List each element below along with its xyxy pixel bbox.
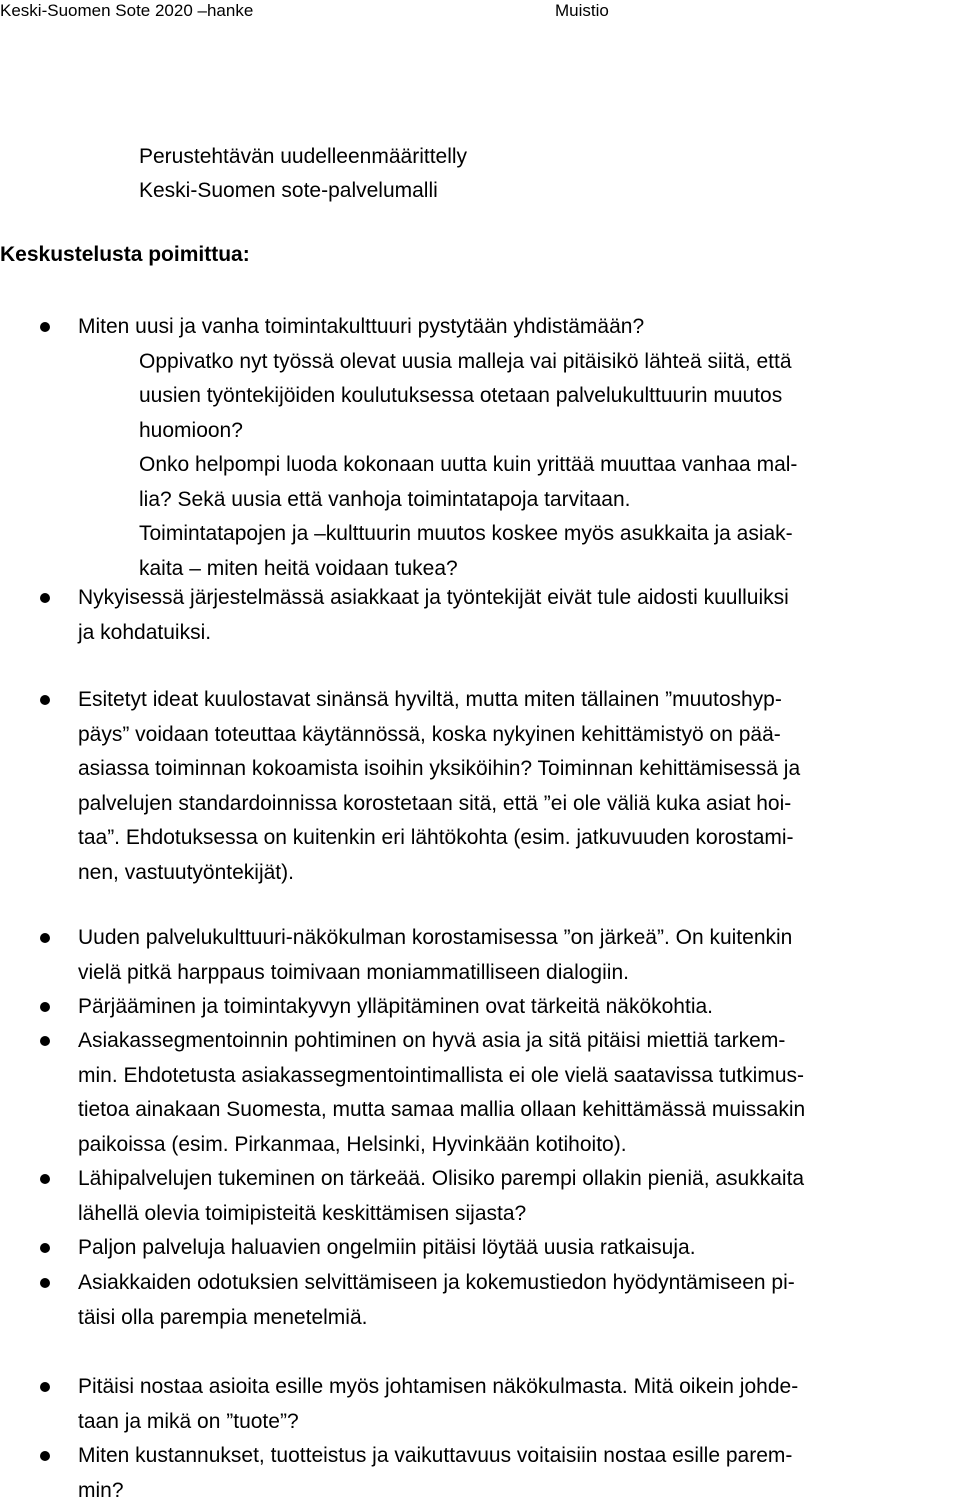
bullet-icon xyxy=(40,1174,50,1184)
list-item-line: täisi olla parempia menetelmiä. xyxy=(78,1301,795,1336)
list-item-line: Lähipalvelujen tukeminen on tärkeää. Olisiko parempi ollakin pieniä, asukkaita xyxy=(78,1162,804,1197)
page-header xyxy=(0,0,960,24)
list-item xyxy=(78,310,797,586)
list-item-line: tietoa ainakaan Suomesta, mutta samaa mallia ollaan kehittämässä muissakin xyxy=(78,1093,805,1128)
list-item xyxy=(78,1266,795,1335)
list-item xyxy=(78,1439,792,1508)
list-item-line: taan ja mikä on ”tuote”? xyxy=(78,1405,798,1440)
list-item-line: Nykyisessä järjestelmässä asiakkaat ja työntekijät eivät tule aidosti kuulluiksi xyxy=(78,581,789,616)
list-item-line: Miten uusi ja vanha toimintakulttuuri pystytään yhdistämään? xyxy=(78,310,797,345)
list-item xyxy=(78,1231,696,1266)
list-item-line: min? xyxy=(78,1474,792,1508)
list-item xyxy=(78,921,792,990)
bullet-icon xyxy=(40,322,50,332)
list-item-line: Esitetyt ideat kuulostavat sinänsä hyviltä, mutta miten tällainen ”muutoshyp- xyxy=(78,683,800,718)
list-item-line: uusien työntekijöiden koulutuksessa otetaan palvelukulttuurin muutos xyxy=(139,379,797,414)
header-document-type: Muistio xyxy=(555,0,609,22)
list-item-line: huomioon? xyxy=(139,414,797,449)
list-item-line: ja kohdatuiksi. xyxy=(78,616,789,651)
list-item-line: lähellä olevia toimipisteitä keskittämisen sijasta? xyxy=(78,1197,804,1232)
list-item xyxy=(78,581,789,650)
list-item-line: taa”. Ehdotuksessa on kuitenkin eri lähtökohta (esim. jatkuvuuden korostami- xyxy=(78,821,800,856)
list-item-line: Asiakkaiden odotuksien selvittämiseen ja kokemustiedon hyödyntämiseen pi- xyxy=(78,1266,795,1301)
list-item xyxy=(78,1370,798,1439)
bullet-icon xyxy=(40,1036,50,1046)
list-item-line: paikoissa (esim. Pirkanmaa, Helsinki, Hyvinkään kotihoito). xyxy=(78,1128,805,1163)
list-item-line: kaita – miten heitä voidaan tukea? xyxy=(139,552,797,587)
list-item-line: vielä pitkä harppaus toimivaan moniammatilliseen dialogiin. xyxy=(78,956,792,991)
bullet-icon xyxy=(40,1243,50,1253)
list-item-line: Paljon palveluja haluavien ongelmiin pitäisi löytää uusia ratkaisuja. xyxy=(78,1231,696,1266)
header-project-name: Keski-Suomen Sote 2020 –hanke xyxy=(0,0,253,22)
list-item-line: Asiakassegmentoinnin pohtiminen on hyvä asia ja sitä pitäisi miettiä tarkem- xyxy=(78,1024,805,1059)
bullet-icon xyxy=(40,1451,50,1461)
list-item-line: Uuden palvelukulttuuri-näkökulman korostamisessa ”on järkeä”. On kuitenkin xyxy=(78,921,792,956)
list-item-line: Miten kustannukset, tuotteistus ja vaikuttavuus voitaisiin nostaa esille parem- xyxy=(78,1439,792,1474)
bullet-icon xyxy=(40,1278,50,1288)
list-item-line: nen, vastuutyöntekijät). xyxy=(78,856,800,891)
intro-line: Perustehtävän uudelleenmäärittelly xyxy=(139,140,467,174)
section-heading: Keskustelusta poimittua: xyxy=(0,238,250,272)
list-item xyxy=(78,1024,805,1162)
list-item-line: Pitäisi nostaa asioita esille myös johtamisen näkökulmasta. Mitä oikein johde- xyxy=(78,1370,798,1405)
list-item xyxy=(78,1162,804,1231)
intro-block xyxy=(139,140,467,208)
list-item-line: Pärjääminen ja toimintakyvyn ylläpitäminen ovat tärkeitä näkökohtia. xyxy=(78,990,713,1025)
list-item xyxy=(78,683,800,890)
list-item-line: min. Ehdotetusta asiakassegmentointimallista ei ole vielä saatavissa tutkimus- xyxy=(78,1059,805,1094)
list-item-line: asiassa toiminnan kokoamista isoihin yksiköihin? Toiminnan kehittämisessä ja xyxy=(78,752,800,787)
list-item xyxy=(78,990,713,1025)
intro-line: Keski-Suomen sote-palvelumalli xyxy=(139,174,467,208)
list-item-line: palvelujen standardoinnissa korostetaan sitä, että ”ei ole väliä kuka asiat hoi- xyxy=(78,787,800,822)
bullet-icon xyxy=(40,933,50,943)
list-item-line: lia? Sekä uusia että vanhoja toimintatapoja tarvitaan. xyxy=(139,483,797,518)
list-item-line: Onko helpompi luoda kokonaan uutta kuin yrittää muuttaa vanhaa mal- xyxy=(139,448,797,483)
list-item-line: Toimintatapojen ja –kulttuurin muutos koskee myös asukkaita ja asiak- xyxy=(139,517,797,552)
bullet-icon xyxy=(40,1382,50,1392)
list-item-line: Oppivatko nyt työssä olevat uusia malleja vai pitäisikö lähteä siitä, että xyxy=(139,345,797,380)
list-item-line: päys” voidaan toteuttaa käytännössä, koska nykyinen kehittämistyö on pää- xyxy=(78,718,800,753)
bullet-icon xyxy=(40,1002,50,1012)
bullet-icon xyxy=(40,593,50,603)
bullet-icon xyxy=(40,695,50,705)
